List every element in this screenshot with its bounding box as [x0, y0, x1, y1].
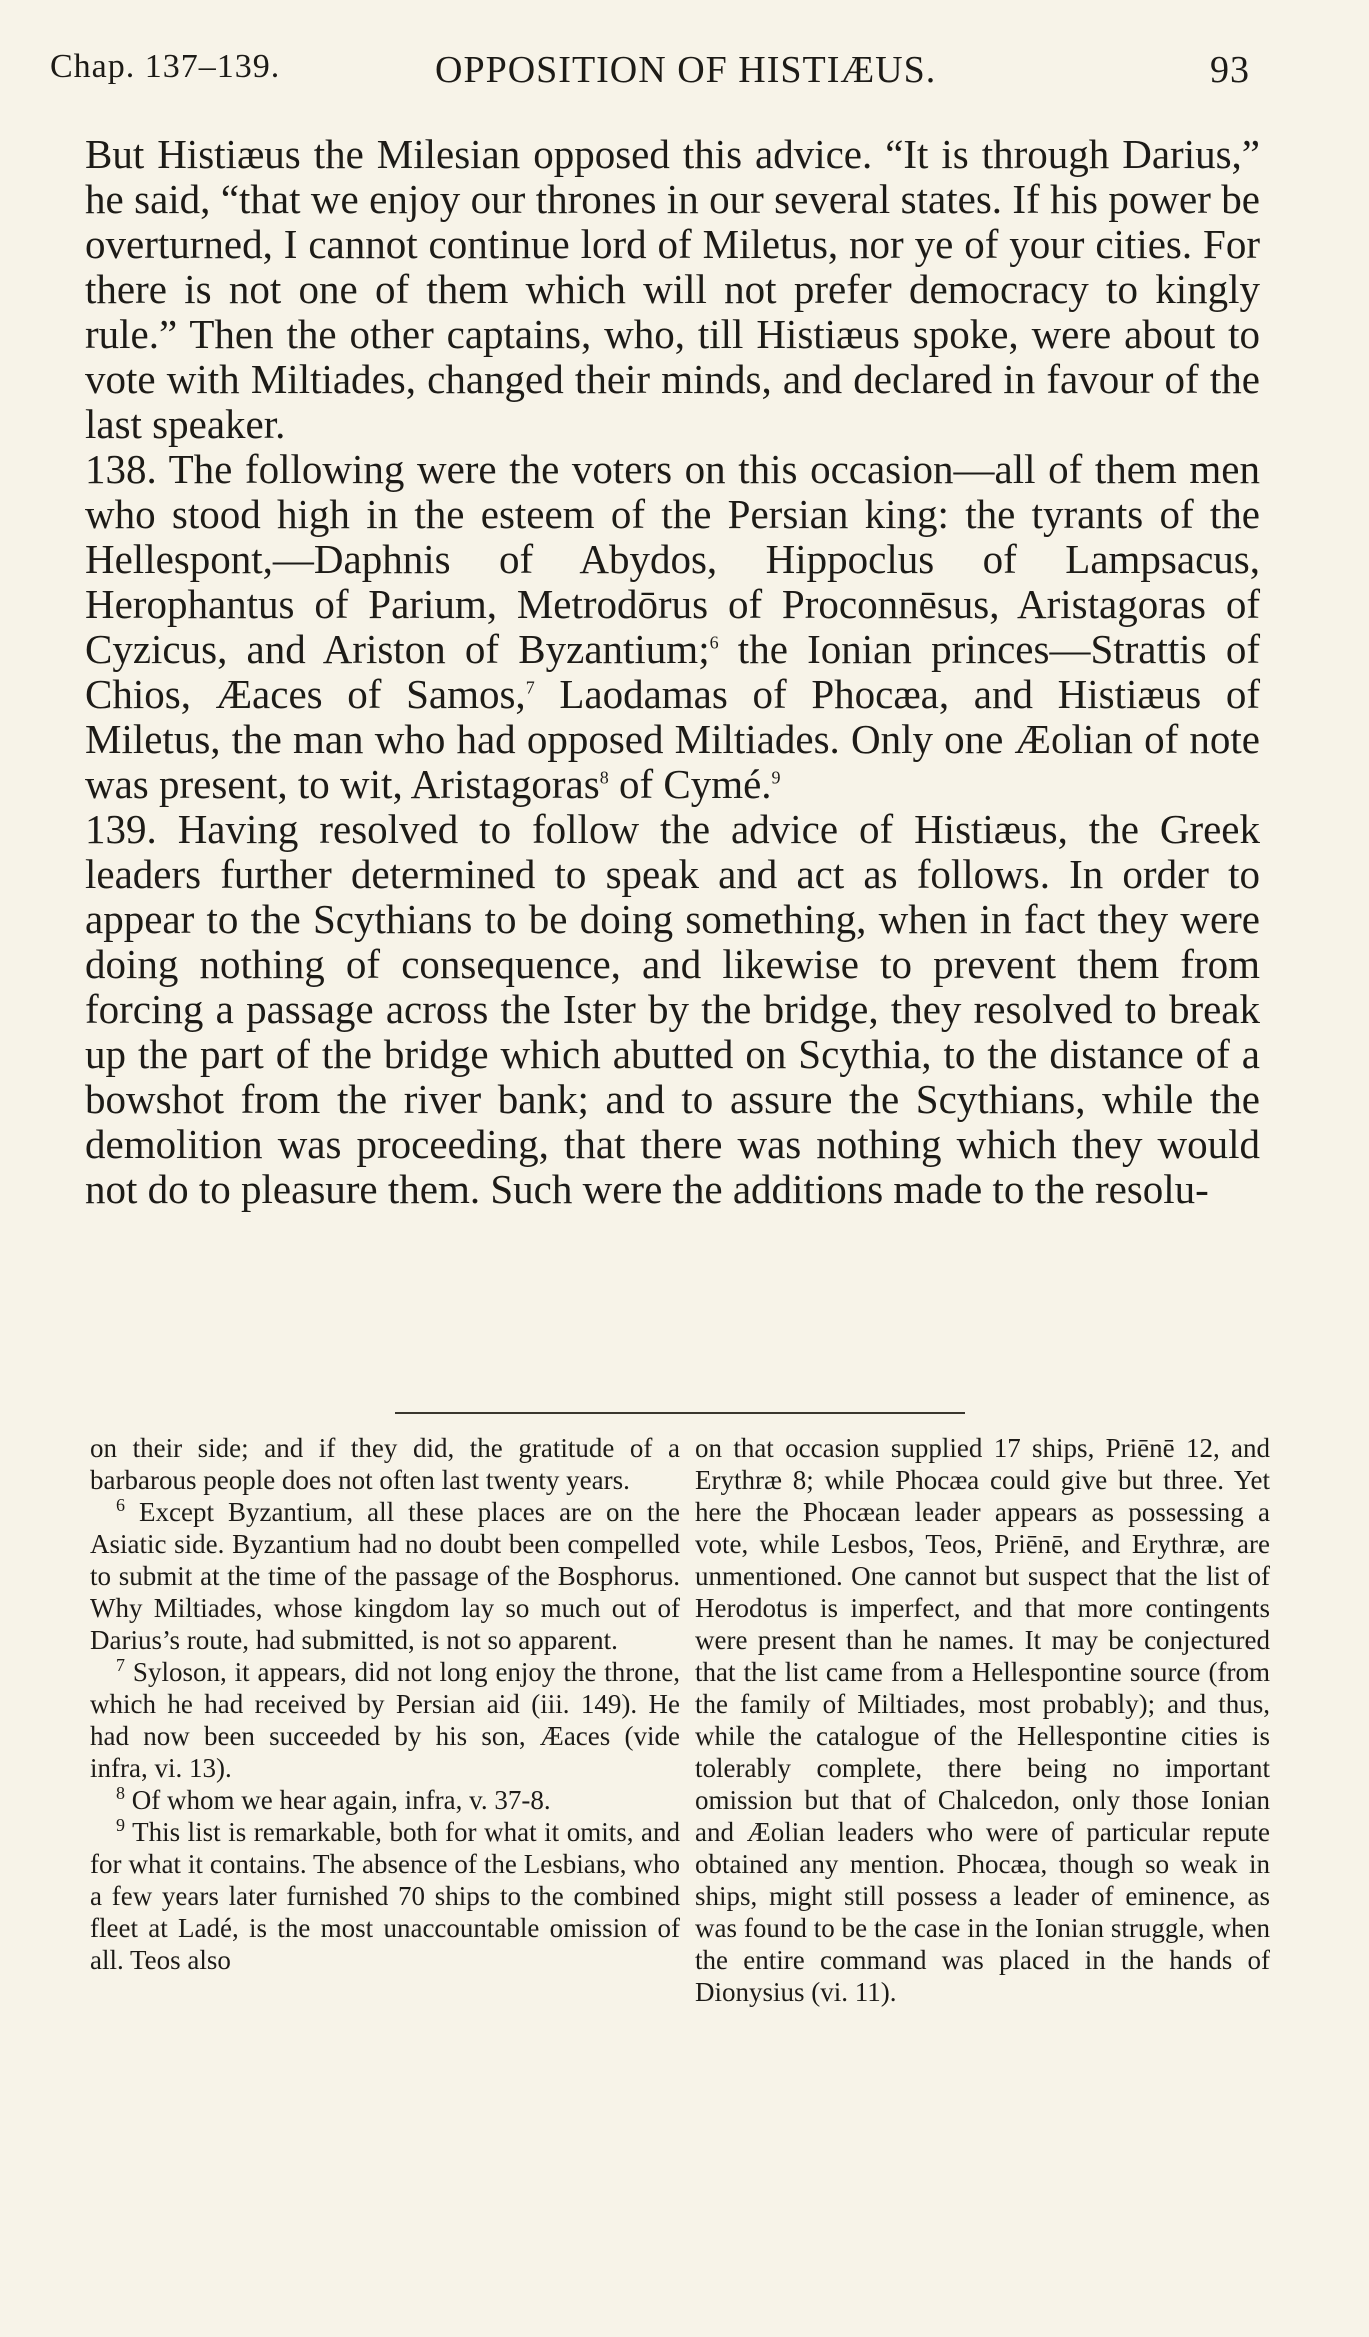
footnote-9-number: 9: [116, 1815, 125, 1835]
footnote-ref-8: 8: [599, 767, 609, 788]
footnote-9-continuation: on that occasion supplied 17 ships, Priēnē 12, and Erythræ 8; while Phocæa could give but three. Yet here the Phocæan leader appears as possessing a vote, while Lesbos, Teos, Priēnē, and Erythræ, are unmentioned. One cannot but suspect that the list of Herodotus is imperfect, and that more contingents were present than he names. It may be conjectured that the list came from a Hellespontine source (from the family of Miltiades, most probably); and thus, while the catalogue of the Hellespontine cities is tolerably complete, there being no important omission but that of Chalcedon, only those Ionian and Æolian leaders who were of particular repute obtained any mention. Phocæa, though so weak in ships, might still possess a leader of eminence, as was found to be the case in the Ionian struggle, when the entire command was placed in the hands of Dionysius (vi. 11).: [695, 1433, 1270, 2007]
running-head: [50, 36, 1250, 96]
paragraph-138-part-b: the Ionian princes—Strattis of Chios, Æaces of Samos,: [85, 626, 1260, 717]
chapter-reference: Chap. 137–139.: [50, 48, 281, 85]
footnote-9: [90, 1816, 680, 1976]
footnotes-left-column: [90, 1432, 680, 1976]
footnote-7-number: 7: [116, 1655, 125, 1675]
footnote-continuation: on their side; and if they did, the gratitude of a barbarous people does not often last twenty years.: [90, 1433, 680, 1495]
footnote-8-number: 8: [116, 1783, 125, 1803]
paragraph-138-part-c: Laodamas of Phocæa, and Histiæus of Miletus, the man who had opposed Miltiades. Only one Æolian of note was present, to wit, Aristagoras: [85, 671, 1260, 807]
footnote-ref-6: 6: [709, 632, 719, 653]
footnote-6-text: Except Byzantium, all these places are on the Asiatic side. Byzantium had no doubt been compelled to submit at the time of the passage of the Bosphorus. Why Miltiades, whose kingdom lay so much out of Darius’s route, had submitted, is not so apparent.: [90, 1497, 680, 1655]
page-number: 93: [1210, 49, 1250, 91]
footnote-ref-7: 7: [525, 677, 535, 698]
main-text: [85, 132, 1260, 1212]
paragraph-138-part-d: of Cymé.: [608, 761, 772, 807]
footnote-6-number: 6: [116, 1495, 125, 1515]
footnote-ref-9: 9: [771, 767, 781, 788]
page-title: OPPOSITION OF HISTIÆUS.: [435, 49, 937, 91]
paragraph-138-part-a: 138. The following were the voters on this occasion—all of them men who stood high in the esteem of the Persian king: the tyrants of the Hellespont,—Daphnis of Abydos, Hippoclus of Lampsacus, Herophantus of Parium, Metrodōrus of Proconnēsus, Aristagoras of Cyzicus, and Ariston of Byzantium;: [85, 446, 1260, 672]
footnote-7-text: Syloson, it appears, did not long enjoy the throne, which he had received by Persian aid (iii. 149). He had now been succeeded by his son, Æaces (vide infra, vi. 13).: [90, 1657, 680, 1783]
footnote-8-text: Of whom we hear again, infra, v. 37-8.: [125, 1785, 551, 1815]
paragraph-139: 139. Having resolved to follow the advice of Histiæus, the Greek leaders further determined to speak and act as follows. In order to appear to the Scythians to be doing something, when in fact they were doing nothing of consequence, and likewise to prevent them from forcing a passage across the Ister by the bridge, they resolved to break up the part of the bridge which abutted on Scythia, to the distance of a bowshot from the river bank; and to assure the Scythians, while the demolition was proceeding, that there was nothing which they would not do to pleasure them. Such were the additions made to the resolu-: [85, 806, 1260, 1212]
paragraph-138: [85, 447, 1260, 807]
footnote-7: [90, 1656, 680, 1784]
footnote-8: [90, 1784, 680, 1816]
footnotes-right-column: [695, 1432, 1270, 2008]
footnote-divider: [395, 1412, 965, 1414]
footnote-9-text: This list is remarkable, both for what it omits, and for what it contains. The absence of the Lesbians, who a few years later furnished 70 ships to the combined fleet at Ladé, is the most unaccountable omission of all. Teos also: [90, 1817, 680, 1975]
footnote-6: [90, 1496, 680, 1656]
paragraph-histiaeus-speech: But Histiæus the Milesian opposed this advice. “It is through Darius,” he said, “that we enjoy our thrones in our several states. If his power be overturned, I cannot continue lord of Miletus, nor ye of your cities. For there is not one of them which will not prefer democracy to kingly rule.” Then the other captains, who, till Histiæus spoke, were about to vote with Miltiades, changed their minds, and declared in favour of the last speaker.: [85, 131, 1260, 447]
